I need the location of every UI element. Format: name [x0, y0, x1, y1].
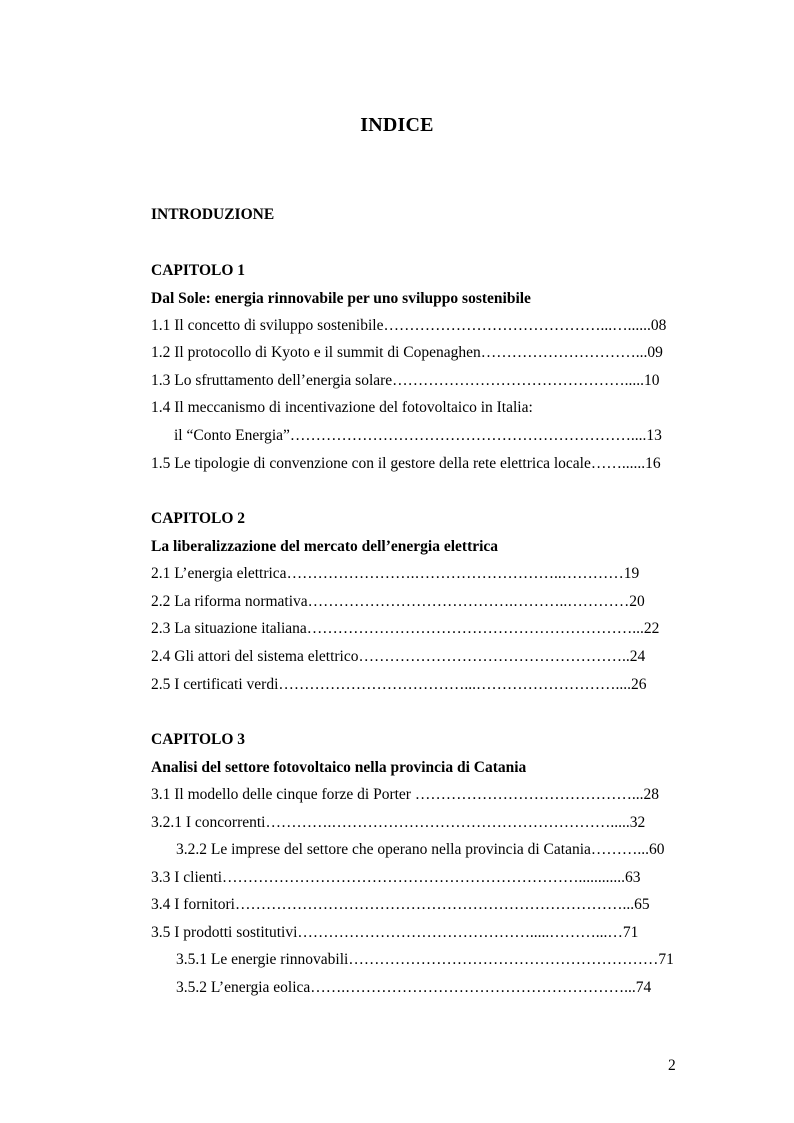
- toc-entry: 1.3 Lo sfruttamento dell’energia solare……………………………………….....10: [151, 372, 660, 389]
- introduction-heading: INTRODUZIONE: [151, 206, 275, 223]
- page-number: 2: [668, 1057, 676, 1074]
- toc-entry: il “Conto Energia”…………………………………………………………....13: [174, 427, 662, 444]
- toc-entry: 2.3 La situazione italiana………………………………………………………...22: [151, 620, 660, 637]
- toc-entry: 2.5 I certificati verdi………………………………...………………………....26: [151, 676, 647, 693]
- toc-entry: 3.5.1 Le energie rinnovabili……………………………………………………71: [176, 951, 674, 968]
- chapter-3-heading: Analisi del settore fotovoltaico nella provincia di Catania: [151, 759, 527, 776]
- chapter-2-label: CAPITOLO 2: [151, 510, 246, 527]
- toc-entry: 1.5 Le tipologie di convenzione con il gestore della rete elettrica locale……......16: [151, 455, 661, 472]
- toc-entry: 3.3 I clienti……………………………………………………………............63: [151, 869, 641, 886]
- toc-entry: 3.2.1 I concorrenti………….……………………………………………….....32: [151, 814, 646, 831]
- toc-entry: 2.4 Gli attori del sistema elettrico……………………………………………..24: [151, 648, 646, 665]
- toc-entry: 1.4 Il meccanismo di incentivazione del fotovoltaico in Italia:: [151, 399, 533, 416]
- page-title: INDICE: [360, 114, 434, 136]
- chapter-2-heading: La liberalizzazione del mercato dell’energia elettrica: [151, 538, 499, 555]
- toc-entry: 3.1 Il modello delle cinque forze di Porter ……………………………………...28: [151, 786, 659, 803]
- toc-entry: 3.5.2 L’energia eolica…….………………………………………………...74: [176, 979, 652, 996]
- toc-entry: 1.2 Il protocollo di Kyoto e il summit di Copenaghen…………………………...09: [151, 344, 663, 361]
- toc-entry: 3.4 I fornitori…………………………………………………………………...65: [151, 896, 650, 913]
- toc-entry: 2.2 La riforma normativa………………………………….………..…………20: [151, 593, 645, 610]
- toc-entry: 1.1 Il concetto di sviluppo sostenibile……………………………………...…......08: [151, 317, 667, 334]
- chapter-3-label: CAPITOLO 3: [151, 731, 246, 748]
- toc-entry: 2.1 L’energia elettrica…………………….………………………..…………19: [151, 565, 640, 582]
- chapter-1-label: CAPITOLO 1: [151, 262, 246, 279]
- toc-entry: 3.5 I prodotti sostitutivi……………………………………….....………...…71: [151, 924, 639, 941]
- toc-entry: 3.2.2 Le imprese del settore che operano nella provincia di Catania………...60: [176, 841, 665, 858]
- chapter-1-heading: Dal Sole: energia rinnovabile per uno sviluppo sostenibile: [151, 290, 531, 307]
